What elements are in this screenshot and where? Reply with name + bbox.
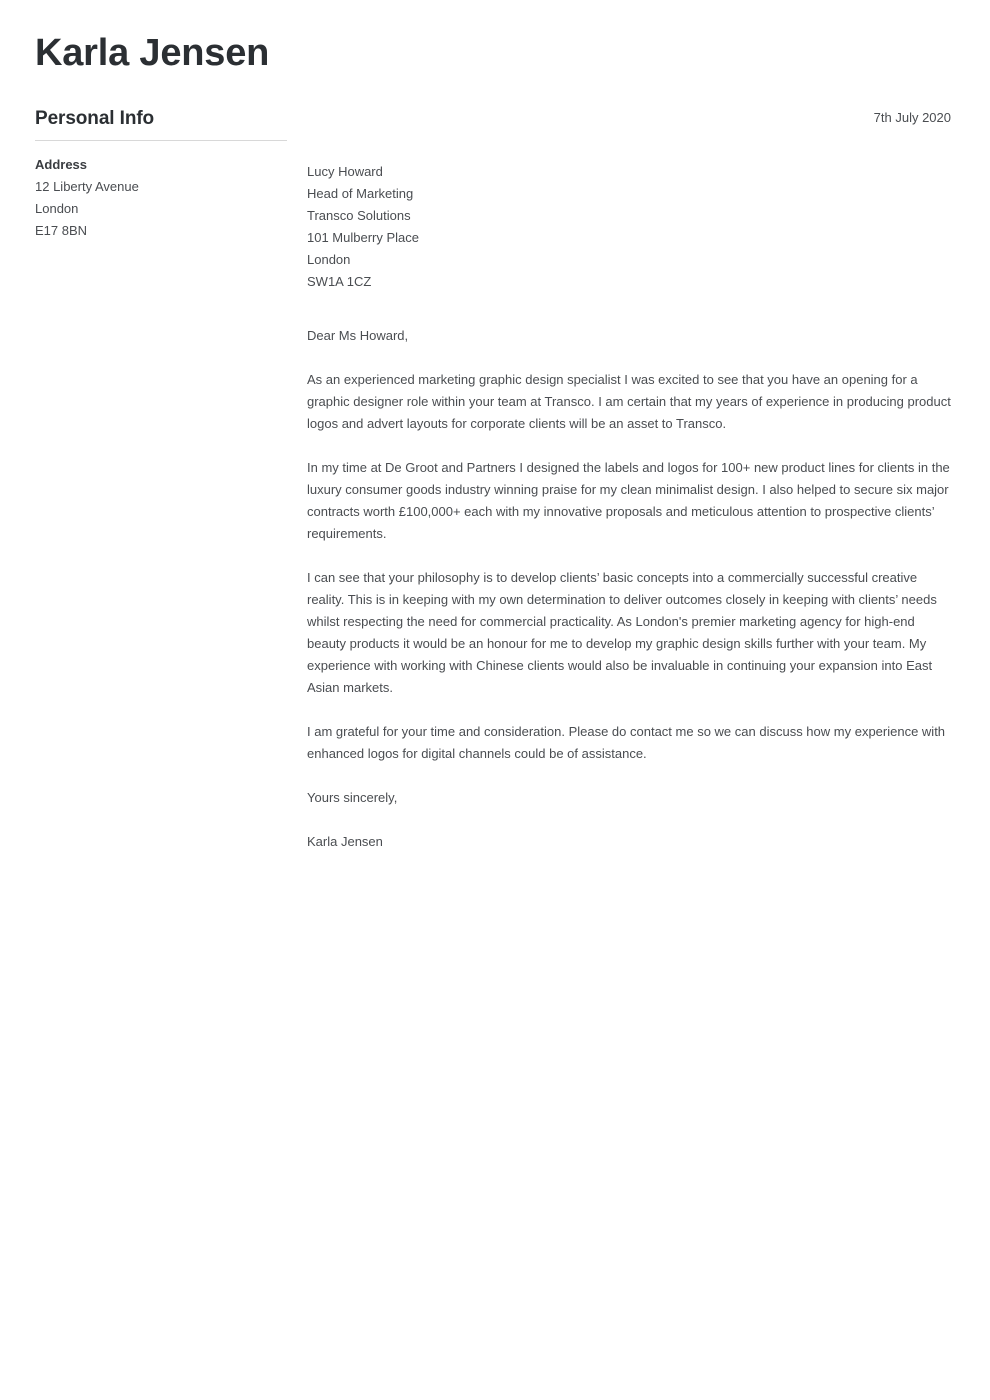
address-line: 12 Liberty Avenue (35, 179, 139, 194)
recipient-line: SW1A 1CZ (307, 274, 372, 289)
recipient-line: 101 Mulberry Place (307, 230, 419, 245)
sidebar-section-title: Personal Info (35, 108, 155, 129)
recipient-line: Head of Marketing (307, 186, 414, 201)
letter-paragraph: I am grateful for your time and consideration. Please do contact me so we can discuss how my experience with enhanced logos for digital channels could be of assistance. (307, 724, 946, 761)
personal-info-sidebar (35, 107, 287, 242)
recipient-address-block (307, 161, 951, 293)
letter-paragraph: In my time at De Groot and Partners I designed the labels and logos for 100+ new product lines for clients in the luxury consumer goods industry winning praise for my clean minimalist design. I also helped to secure six major contracts worth £100,000+ each with my innovative proposals and meticulous attention to prospective clients’ requirements. (307, 460, 950, 541)
sidebar-divider (35, 140, 287, 141)
letter-paragraph: As an experienced marketing graphic design specialist I was excited to see that you have an opening for a graphic designer role within your team at Transco. I am certain that my years of experience in producing product logos and advert layouts for corporate clients will be an asset to Transco. (307, 372, 951, 431)
signature-name: Karla Jensen (307, 834, 383, 849)
address-line: London (35, 201, 79, 216)
recipient-line: Lucy Howard (307, 164, 383, 179)
sidebar-block-address (35, 154, 287, 242)
address-label: Address (35, 157, 88, 172)
letter-date: 7th July 2020 (873, 110, 951, 125)
closing-salutation: Yours sincerely, (307, 790, 398, 805)
address-line: E17 8BN (35, 223, 88, 238)
letter-header (35, 30, 635, 76)
recipient-line: London (307, 252, 351, 267)
salutation: Dear Ms Howard, (307, 328, 409, 343)
recipient-line: Transco Solutions (307, 208, 411, 223)
letter-paragraph: I can see that your philosophy is to develop clients’ basic concepts into a commercially successful creative reality. This is in keeping with my own determination to deliver outcomes closely in keeping with clients’ needs whilst respecting the need for commercial practicality. As London's premier marketing agency for high-end beauty products it would be an honour for me to develop my graphic design skills further with your team. My experience with working with Chinese clients would also be invaluable in continuing your expansion into East Asian markets. (307, 570, 937, 695)
candidate-name: Karla Jensen (35, 32, 270, 74)
letter-body (307, 107, 951, 853)
